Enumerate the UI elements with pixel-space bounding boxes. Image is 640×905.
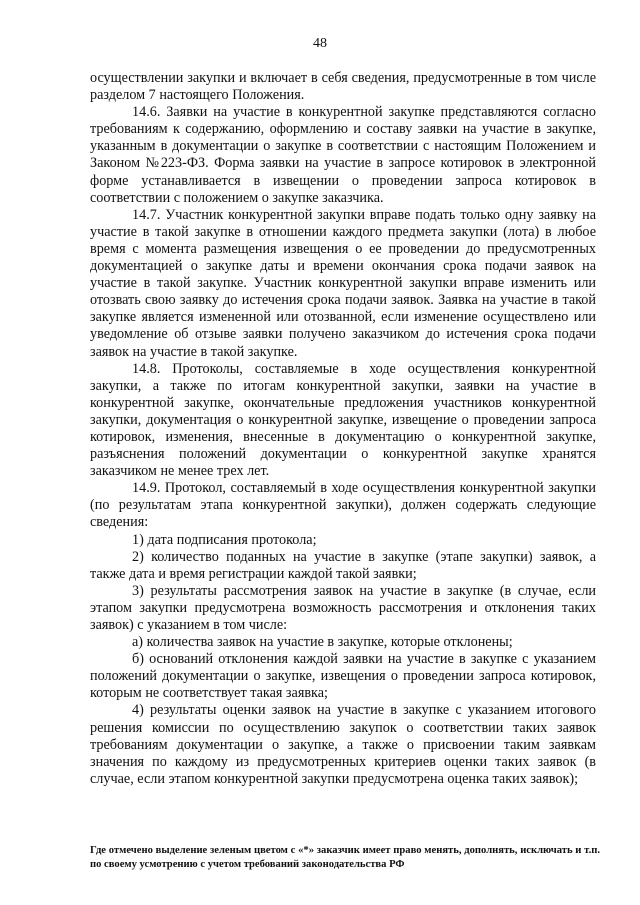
footnote: Где отмечено выделение зеленым цветом с «*» заказчик имеет право менять, дополнять, исключать и т.п. по своему усмотрению с учетом требований законодательства РФ <box>90 845 600 870</box>
list-item-3a: а) количества заявок на участие в закупке, которые отклонены; <box>132 634 513 651</box>
list-item-2: 2) количество поданных на участие в закупке (этапе закупки) заявок, а также дата и время регистрации каждой такой заявки; <box>90 548 596 582</box>
list-item-4: 4) результаты оценки заявок на участие в закупке с указанием итогового решения комиссии по осуществлению закупок о соответствии таких заявок требованиям документации о закупке, а также о присвоении таким заявкам значения по каждому из предусмотренных критериев оценки таких заявок (в случае, если этапом конкурентной закупки предусмотрена оценка таких заявок); <box>90 702 596 787</box>
paragraph-continuation: осуществлении закупки и включает в себя сведения, предусмотренные в том числе разделом 7 настоящего Положения. <box>90 70 596 104</box>
list-item-3: 3) результаты рассмотрения заявок на участие в закупке (в случае, если этапом закупки предусмотрена возможность рассмотрения и отклонения таких заявок) с указанием в том числе: <box>90 582 596 633</box>
paragraph-14-7: 14.7. Участник конкурентной закупки вправе подать только одну заявку на участие в такой закупке в отношении каждого предмета закупки (лота) в любое время с момента размещения извещения о ее проведении до предусмотренных документацией о закупке даты и времени окончания срока подачи заявок на участие в такой закупке. Участник конкурентной закупки вправе изменить или отозвать свою заявку до истечения срока подачи заявок. Заявка на участие в такой закупке является измененной или отозванной, если изменение осуществлено или уведомление об отзыве заявки получено заказчиком до истечения срока подачи заявок на участие в такой закупке. <box>90 206 596 360</box>
paragraph-14-6: 14.6. Заявки на участие в конкурентной закупке представляются согласно требованиям к содержанию, оформлению и составу заявки на участие в закупке, указанным в документации о закупке в соответствии с настоящим Положением и Законом №223-ФЗ. Форма заявки на участие в запросе котировок в электронной форме устанавливается в извещении о проведении запроса котировок в соответствии с положением о закупке заказчика. <box>90 104 596 206</box>
list-item-3b: б) оснований отклонения каждой заявки на участие в закупке с указанием положений документации о закупке, извещения о проведении запроса котировок, которым не соответствует такая заявка; <box>90 651 596 702</box>
page-number: 48 <box>313 36 327 51</box>
paragraph-14-8: 14.8. Протоколы, составляемые в ходе осуществления конкурентной закупки, а также по итогам конкурентной закупки, заявки на участие в конкурентной закупке, окончательные предложения участников конкурентной закупки, документация о конкурентной закупке, извещение о проведении запроса котировок, изменения, внесенные в документацию о конкурентной закупке, разъяснения положений документации о конкурентной закупке хранятся заказчиком не менее трех лет. <box>90 360 596 480</box>
paragraph-14-9: 14.9. Протокол, составляемый в ходе осуществления конкурентной закупки (по результатам этапа конкурентной закупки), должен содержать следующие сведения: <box>90 480 596 531</box>
body-text <box>90 70 596 788</box>
list-item-1: 1) дата подписания протокола; <box>132 531 317 548</box>
